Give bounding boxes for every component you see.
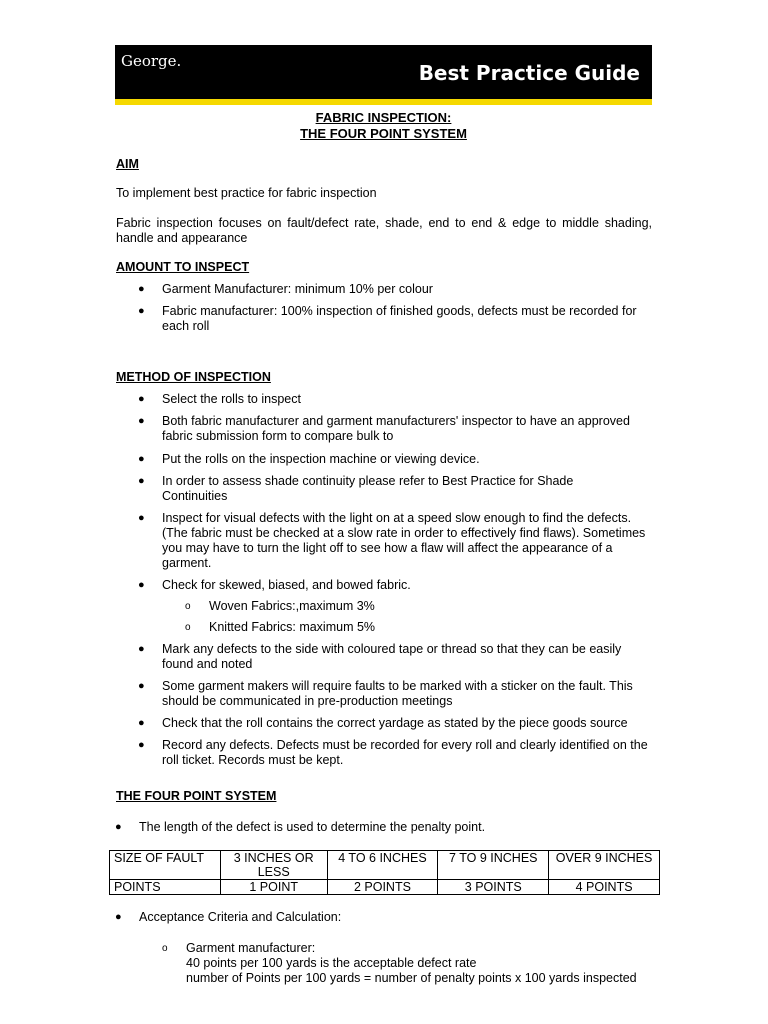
method-heading: METHOD OF INSPECTION [116, 370, 271, 384]
guide-title: Best Practice Guide [418, 61, 640, 85]
four-point-heading: THE FOUR POINT SYSTEM [116, 789, 277, 803]
sub-bullet-icon: o [162, 943, 168, 954]
method-item-text: Some garment makers will require faults to be marked with a sticker on the fault. This should be communicated in pre-production meetings [162, 679, 633, 708]
amount-item-text: Fabric manufacturer: 100% inspection of finished goods, defects must be recorded for each roll [162, 304, 637, 333]
amount-item-text: Garment Manufacturer: minimum 10% per colour [162, 282, 433, 296]
aim-paragraph-2: Fabric inspection focuses on fault/defect rate, shade, end to end & edge to middle shading, handle and appearance [116, 216, 652, 245]
method-subitem-text: Woven Fabrics:,maximum 3% [209, 599, 375, 613]
garment-label: Garment manufacturer: [186, 941, 316, 955]
bullet-icon: ● [138, 283, 145, 295]
table-header-cell: 7 TO 9 INCHES [438, 851, 549, 880]
table-header-cell: 3 INCHES OR LESS [220, 851, 327, 880]
bullet-icon: ● [115, 821, 122, 833]
table-cell: 2 POINTS [327, 880, 438, 895]
method-item-text: Mark any defects to the side with coloured tape or thread so that they can be easily found and noted [162, 642, 622, 671]
bullet-icon: ● [138, 393, 145, 405]
table-row [110, 880, 660, 895]
brand-logo: George. [121, 52, 182, 70]
bullet-icon: ● [138, 453, 145, 465]
aim-paragraph-1: To implement best practice for fabric inspection [116, 186, 377, 200]
method-item-text: Both fabric manufacturer and garment manufacturers' inspector to have an approved fabric submission form to compare bulk to [162, 414, 630, 443]
header-banner [115, 45, 652, 105]
method-item-text: Inspect for visual defects with the light on at a speed slow enough to find the defects. (The fabric must be checked at a slow rate in order to effectively find flaws). Sometimes you may have to turn the light off to see how a flaw will affect the appearance of a garment. [162, 511, 646, 570]
doc-title-line-2: THE FOUR POINT SYSTEM [300, 126, 467, 141]
table-header-cell: OVER 9 INCHES [549, 851, 660, 880]
method-item-text: Put the rolls on the inspection machine or viewing device. [162, 452, 480, 466]
table-cell: 4 POINTS [549, 880, 660, 895]
method-item-text: In order to assess shade continuity please refer to Best Practice for Shade Continuities [162, 474, 574, 503]
bullet-icon: ● [115, 911, 122, 923]
bullet-icon: ● [138, 717, 145, 729]
garment-rate-line: 40 points per 100 yards is the acceptable defect rate [186, 956, 477, 970]
table-header-cell: 4 TO 6 INCHES [327, 851, 438, 880]
bullet-icon: ● [138, 415, 145, 427]
bullet-icon: ● [138, 512, 145, 524]
four-point-intro-text: The length of the defect is used to determine the penalty point. [139, 820, 486, 834]
table-cell: POINTS [110, 880, 221, 895]
bullet-icon: ● [138, 579, 145, 591]
sub-bullet-icon: o [185, 622, 191, 633]
method-item-text: Check that the roll contains the correct yardage as stated by the piece goods source [162, 716, 628, 730]
table-header-row [110, 851, 660, 880]
method-item-text: Record any defects. Defects must be recorded for every roll and clearly identified on the roll ticket. Records must be kept. [162, 738, 648, 767]
bullet-icon: ● [138, 680, 145, 692]
amount-heading: AMOUNT TO INSPECT [116, 260, 250, 274]
bullet-icon: ● [138, 305, 145, 317]
method-item-text: Select the rolls to inspect [162, 392, 301, 406]
table-header-cell: SIZE OF FAULT [110, 851, 221, 880]
acceptance-text: Acceptance Criteria and Calculation: [139, 910, 342, 924]
bullet-icon: ● [138, 643, 145, 655]
bullet-icon: ● [138, 475, 145, 487]
table-cell: 1 POINT [220, 880, 327, 895]
penalty-points-table [109, 850, 660, 895]
bullet-icon: ● [138, 739, 145, 751]
doc-title-line-1: FABRIC INSPECTION: [315, 110, 452, 125]
table-cell: 3 POINTS [438, 880, 549, 895]
method-item-text: Check for skewed, biased, and bowed fabric. [162, 578, 411, 592]
sub-bullet-icon: o [185, 601, 191, 612]
garment-formula-line: number of Points per 100 yards = number of penalty points x 100 yards inspected [186, 971, 637, 985]
method-subitem-text: Knitted Fabrics: maximum 5% [209, 620, 376, 634]
aim-heading: AIM [116, 157, 139, 171]
